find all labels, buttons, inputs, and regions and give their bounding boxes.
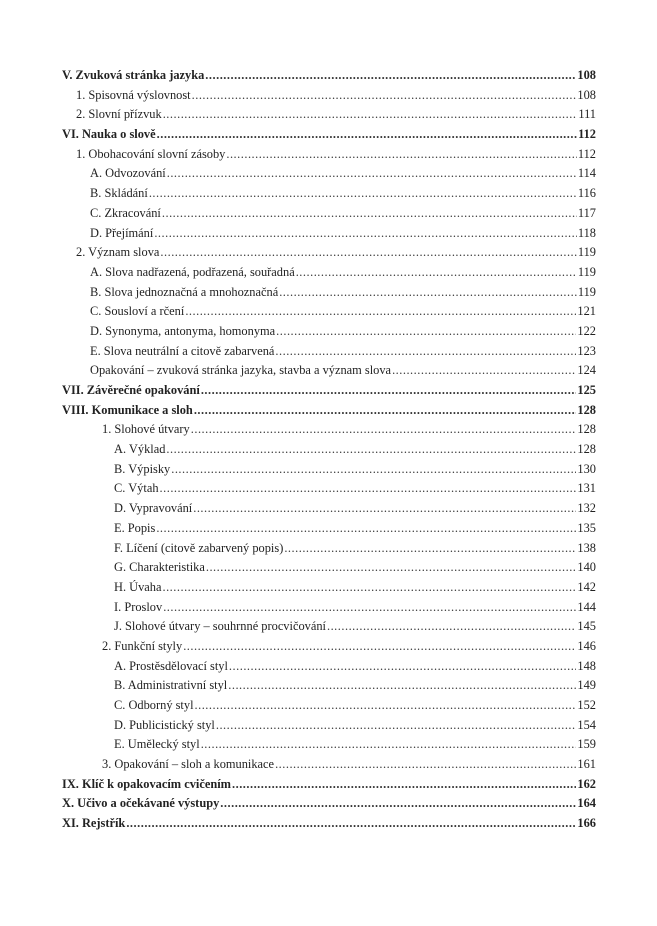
toc-entry-page-number: 125	[577, 383, 596, 397]
toc-entry-page-number: 152	[577, 698, 596, 712]
toc-entry	[62, 716, 596, 736]
toc-leader-dots	[275, 755, 576, 775]
toc-entry-page-number: 146	[577, 638, 596, 653]
toc-leader-dots	[228, 676, 576, 696]
toc-entry	[62, 420, 596, 440]
toc-entry-page-number: 112	[577, 146, 596, 161]
toc-entry-title: D. Přejímání	[90, 225, 154, 240]
toc-entry-title: E. Umělecký styl	[114, 737, 200, 752]
toc-entry	[62, 519, 596, 539]
toc-leader-dots	[154, 224, 577, 244]
toc-entry-page-number: 119	[577, 245, 596, 260]
toc-entry	[62, 361, 596, 381]
toc-leader-dots	[296, 263, 577, 283]
toc-entry	[62, 204, 596, 224]
toc-entry	[62, 460, 596, 480]
toc-entry-page-number: 114	[577, 166, 596, 181]
toc-entry	[62, 105, 596, 125]
toc-chapter-entry	[62, 66, 596, 86]
table-of-contents	[62, 66, 596, 834]
toc-leader-dots	[167, 164, 577, 184]
toc-entry-page-number: 140	[577, 560, 596, 575]
toc-entry	[62, 224, 596, 244]
toc-entry-page-number: 144	[577, 599, 596, 614]
toc-entry-title: 2. Slovní přízvuk	[76, 107, 162, 122]
toc-entry-page-number: 118	[577, 225, 596, 240]
toc-leader-dots	[220, 794, 576, 814]
toc-entry	[62, 184, 596, 204]
toc-leader-dots	[201, 735, 577, 755]
toc-entry-page-number: 135	[577, 520, 596, 535]
toc-leader-dots	[392, 361, 576, 381]
toc-entry-page-number: 154	[577, 717, 596, 732]
toc-entry-title: 3. Opakování – sloh a komunikace	[102, 757, 275, 772]
toc-entry	[62, 539, 596, 559]
toc-entry-page-number: 128	[577, 402, 596, 417]
toc-entry-title: 1. Slohové útvary	[102, 422, 190, 437]
toc-entry-title: V. Zvuková stránka jazyka	[62, 68, 205, 82]
toc-entry-title: C. Výtah	[114, 481, 159, 496]
toc-entry	[62, 263, 596, 283]
toc-leader-dots	[279, 283, 577, 303]
toc-entry-title: E. Slova neutrální a citově zabarvená	[90, 343, 275, 358]
toc-entry-title: I. Proslov	[114, 599, 163, 614]
toc-entry-title: A. Výklad	[114, 442, 166, 457]
toc-leader-dots	[160, 479, 577, 499]
toc-entry-title: B. Výpisky	[114, 461, 171, 476]
toc-leader-dots	[193, 499, 576, 519]
toc-entry	[62, 86, 596, 106]
toc-entry-title: IX. Klíč k opakovacím cvičením	[62, 776, 231, 791]
toc-leader-dots	[163, 105, 578, 125]
toc-entry	[62, 440, 596, 460]
toc-leader-dots	[157, 125, 577, 145]
toc-leader-dots	[185, 302, 576, 322]
toc-leader-dots	[171, 460, 576, 480]
toc-entry	[62, 676, 596, 696]
toc-entry-title: J. Slohové útvary – souhrnné procvičování	[114, 619, 326, 634]
toc-entry-title: F. Líčení (citově zabarvený popis)	[114, 540, 284, 555]
toc-leader-dots	[160, 243, 576, 263]
toc-entry-page-number: 119	[577, 264, 596, 279]
toc-chapter-entry	[62, 401, 596, 421]
toc-entry	[62, 637, 596, 657]
toc-entry-title: D. Synonyma, antonyma, homonyma	[90, 323, 276, 338]
toc-entry-page-number: 121	[577, 304, 596, 319]
toc-entry-page-number: 161	[577, 757, 596, 772]
toc-leader-dots	[192, 86, 577, 106]
toc-leader-dots	[166, 440, 576, 460]
toc-entry	[62, 283, 596, 303]
toc-entry-page-number: 130	[577, 461, 596, 476]
toc-entry-title: VIII. Komunikace a sloh	[62, 402, 193, 417]
toc-chapter-entry	[62, 775, 596, 795]
toc-entry	[62, 499, 596, 519]
toc-entry-title: C. Odborný styl	[114, 698, 194, 712]
toc-entry	[62, 657, 596, 677]
toc-entry-page-number: 148	[577, 658, 596, 673]
toc-entry-title: B. Administrativní styl	[114, 678, 228, 693]
toc-leader-dots	[275, 342, 576, 362]
toc-leader-dots	[201, 381, 577, 401]
toc-entry-title: 2. Funkční styly	[102, 638, 183, 653]
toc-entry-title: VII. Závěrečné opakování	[62, 383, 200, 397]
toc-leader-dots	[149, 184, 577, 204]
toc-entry-page-number: 131	[577, 481, 596, 496]
toc-entry	[62, 243, 596, 263]
toc-entry	[62, 558, 596, 578]
toc-entry	[62, 598, 596, 618]
toc-leader-dots	[229, 657, 576, 677]
toc-entry	[62, 322, 596, 342]
toc-entry-page-number: 162	[577, 776, 596, 791]
toc-entry-title: 1. Obohacování slovní zásoby	[76, 146, 226, 161]
toc-entry-page-number: 108	[577, 87, 596, 102]
toc-entry-title: A. Prostěsdělovací styl	[114, 658, 228, 673]
toc-chapter-entry	[62, 814, 596, 834]
toc-entry-page-number: 166	[577, 816, 596, 831]
toc-entry-page-number: 142	[577, 579, 596, 594]
toc-entry-title: Opakování – zvuková stránka jazyka, stavba a význam slova	[90, 363, 392, 378]
toc-leader-dots	[226, 145, 577, 165]
toc-chapter-entry	[62, 381, 596, 401]
toc-entry-page-number: 145	[577, 619, 596, 634]
toc-entry	[62, 696, 596, 716]
toc-leader-dots	[163, 598, 576, 618]
toc-leader-dots	[284, 539, 576, 559]
toc-entry-page-number: 149	[577, 678, 596, 693]
toc-entry-title: A. Slova nadřazená, podřazená, souřadná	[90, 264, 295, 279]
toc-leader-dots	[232, 775, 576, 795]
toc-entry-title: C. Zkracování	[90, 205, 161, 220]
toc-entry-page-number: 132	[577, 501, 596, 516]
toc-entry-page-number: 123	[577, 343, 596, 358]
toc-entry-title: B. Slova jednoznačná a mnohoznačná	[90, 284, 279, 299]
toc-leader-dots	[205, 66, 576, 86]
toc-entry	[62, 617, 596, 637]
toc-entry-title: C. Sousloví a rčení	[90, 304, 185, 319]
toc-entry-page-number: 111	[578, 107, 596, 122]
toc-entry-title: X. Učivo a očekávané výstupy	[62, 796, 220, 811]
toc-entry-title: 2. Význam slova	[76, 245, 160, 260]
toc-entry-title: G. Charakteristika	[114, 560, 205, 575]
toc-entry-title: A. Odvozování	[90, 166, 166, 181]
toc-entry-page-number: 138	[577, 540, 596, 555]
toc-entry-page-number: 164	[577, 796, 596, 811]
toc-entry-title: D. Publicistický styl	[114, 717, 215, 732]
toc-entry-page-number: 122	[577, 323, 596, 338]
toc-entry	[62, 479, 596, 499]
toc-leader-dots	[276, 322, 576, 342]
toc-entry-title: E. Popis	[114, 520, 156, 535]
toc-leader-dots	[183, 637, 576, 657]
toc-entry-page-number: 116	[577, 186, 596, 201]
toc-entry-title: VI. Nauka o slově	[62, 127, 156, 142]
toc-leader-dots	[191, 420, 577, 440]
toc-leader-dots	[156, 519, 576, 539]
toc-leader-dots	[195, 696, 577, 716]
toc-entry-page-number: 108	[577, 68, 596, 82]
toc-entry	[62, 145, 596, 165]
toc-entry-page-number: 128	[577, 422, 596, 437]
toc-leader-dots	[162, 578, 576, 598]
toc-entry-title: XI. Rejstřík	[62, 816, 126, 831]
toc-entry	[62, 755, 596, 775]
toc-entry	[62, 302, 596, 322]
toc-entry	[62, 735, 596, 755]
toc-leader-dots	[327, 617, 576, 637]
toc-leader-dots	[206, 558, 577, 578]
toc-entry	[62, 164, 596, 184]
toc-entry-title: D. Vypravování	[114, 501, 193, 516]
toc-entry	[62, 342, 596, 362]
toc-leader-dots	[216, 716, 577, 736]
toc-entry-page-number: 112	[578, 127, 596, 142]
toc-entry-title: H. Úvaha	[114, 579, 162, 594]
toc-entry-page-number: 159	[577, 737, 596, 752]
toc-entry-title: 1. Spisovná výslovnost	[76, 87, 191, 102]
toc-leader-dots	[162, 204, 577, 224]
toc-chapter-entry	[62, 125, 596, 145]
toc-entry-page-number: 128	[577, 442, 596, 457]
toc-entry-page-number: 124	[577, 363, 596, 378]
toc-entry-page-number: 117	[577, 205, 596, 220]
toc-leader-dots	[194, 401, 577, 421]
toc-entry	[62, 578, 596, 598]
toc-leader-dots	[126, 814, 576, 834]
toc-entry-title: B. Skládání	[90, 186, 148, 201]
toc-chapter-entry	[62, 794, 596, 814]
toc-entry-page-number: 119	[577, 284, 596, 299]
